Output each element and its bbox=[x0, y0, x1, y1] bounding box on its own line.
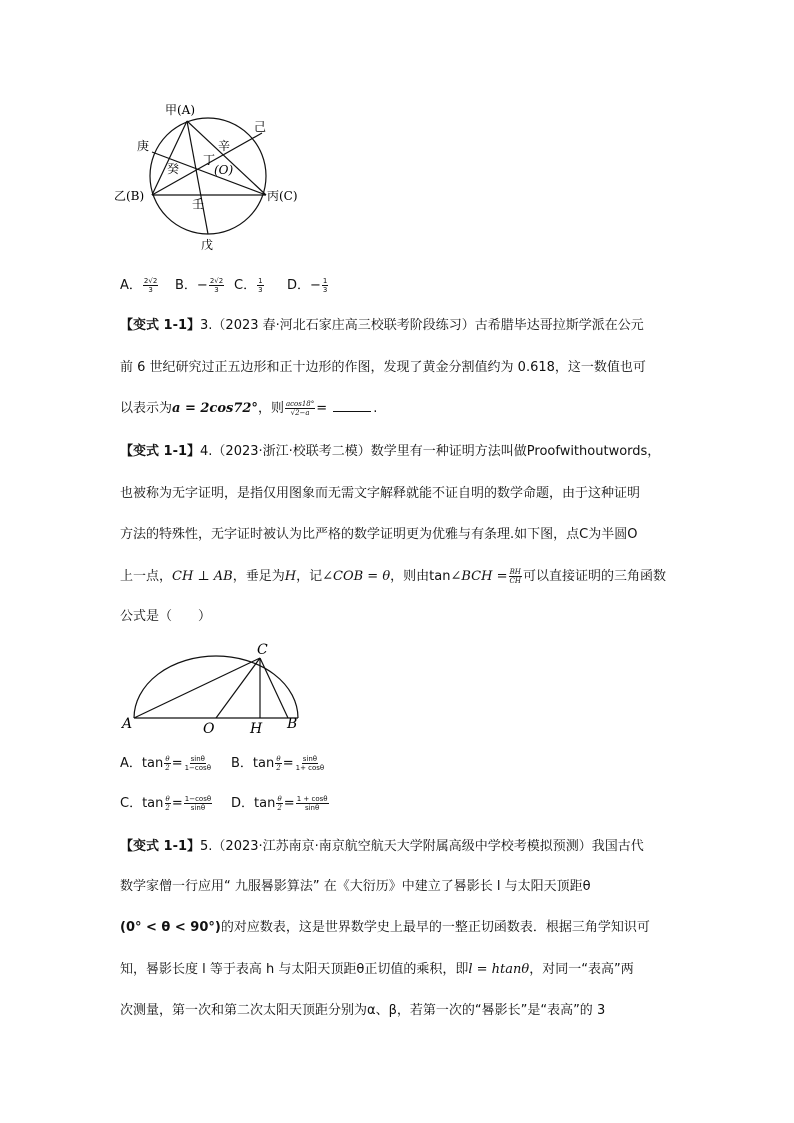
q5-line-4: 知，晷影长度 l 等于表高 h 与太阳天顶距θ正切值的乘积，即l = htanθ，对同一“表高”两 bbox=[120, 962, 634, 977]
q4-line-2: 也被称为无字证明，是指仅用图象而无需文字解释就能不证自明的数学命题，由于这种证明 bbox=[120, 486, 641, 501]
q4-option-d[interactable]: D．tan $\frac{\theta}{2}$ = $\frac{1 + \cos\theta}{\sin\theta}$ bbox=[231, 795, 328, 812]
label-ren: 壬 bbox=[192, 197, 205, 211]
label-c: C bbox=[257, 642, 268, 658]
label-xin: 辛 bbox=[218, 139, 231, 153]
label-a: A bbox=[122, 716, 133, 732]
q3-line-2: 前 6 世纪研究过正五边形和正十边形的作图，发现了黄金分割值约为 0.618，这一数值也可 bbox=[120, 360, 646, 375]
label-h: H bbox=[250, 721, 263, 735]
label-o: (O) bbox=[214, 163, 234, 177]
q5-line-3: (0° < θ < 90°)的对应数表，这是世界数学史上最早的一整正切函数表．根据三角学知识可 bbox=[120, 920, 650, 935]
q3-line-1: 【变式 1-1】3.（2023 春·河北石家庄高三校联考阶段练习）古希腊毕达哥拉斯学派在公元 bbox=[120, 318, 644, 333]
q4-option-a[interactable]: A．tan $\frac{\theta}{2}$ = $\frac{\sin\theta}{1-\cos\theta}$ bbox=[120, 755, 211, 772]
q5-line-1: 【变式 1-1】5.（2023·江苏南京·南京航空航天大学附属高级中学校考模拟预测）我国古代 bbox=[120, 839, 644, 854]
q5-line-2: 数学家僧一行应用“ 九服晷影算法” 在《大衍历》中建立了晷影长 l 与太阳天顶距θ bbox=[120, 879, 591, 894]
q4-line-3: 方法的特殊性，无字证时被认为比严格的数学证明更为优雅与有条理.如下图，点C为半圆O bbox=[120, 527, 638, 542]
label-ding: 丁 bbox=[203, 153, 216, 167]
label-o: O bbox=[203, 721, 215, 735]
circle-figure bbox=[110, 95, 310, 260]
label-jia: 甲(A) bbox=[165, 103, 196, 117]
q2-option-b[interactable]: B．− $\frac{2√2}{3}$ bbox=[175, 277, 224, 294]
q4-line-5: 公式是（ ） bbox=[120, 609, 212, 624]
label-geng: 庚 bbox=[137, 139, 150, 153]
q4-option-b[interactable]: B．tan $\frac{\theta}{2}$ = $\frac{\sin\theta}{1+ \cos\theta}$ bbox=[231, 755, 325, 772]
q2-option-a[interactable]: A． $\frac{2√2}{3}$ bbox=[120, 277, 158, 294]
q4-line-1: 【变式 1-1】4.（2023·浙江·校联考二模）数学里有一种证明方法叫做Proofwithoutwords， bbox=[120, 444, 661, 459]
label-ji: 己 bbox=[254, 120, 267, 134]
label-b: B bbox=[287, 716, 298, 732]
q3-line-3: 以表示为a = 2cos72°，则 $\frac{acos18^\circ}{√2-a}$ = . bbox=[120, 400, 378, 417]
semicircle-figure bbox=[118, 640, 308, 735]
label-bing: 丙(C) bbox=[267, 189, 298, 203]
q4-line-4: 上一点，CH ⊥ AB，垂足为H，记∠COB = θ，则由tan∠BCH = $\frac{BH}{CH}$ 可以直接证明的三角函数 bbox=[120, 568, 666, 585]
q5-line-5: 次测量，第一次和第二次太阳天顶距分别为α、β，若第一次的“晷影长”是“表高”的 3 bbox=[120, 1003, 606, 1018]
q2-option-c[interactable]: C． $\frac{1}{3}$ bbox=[234, 277, 263, 294]
label-gui: 癸 bbox=[167, 162, 180, 176]
answer-blank[interactable] bbox=[333, 399, 371, 412]
q4-option-c[interactable]: C．tan $\frac{\theta}{2}$ = $\frac{1-\cos\theta}{\sin\theta}$ bbox=[120, 795, 212, 812]
q2-option-d[interactable]: D．− $\frac{1}{3}$ bbox=[287, 277, 328, 294]
label-yi: 乙(B) bbox=[114, 189, 145, 203]
label-wu: 戊 bbox=[201, 238, 214, 252]
